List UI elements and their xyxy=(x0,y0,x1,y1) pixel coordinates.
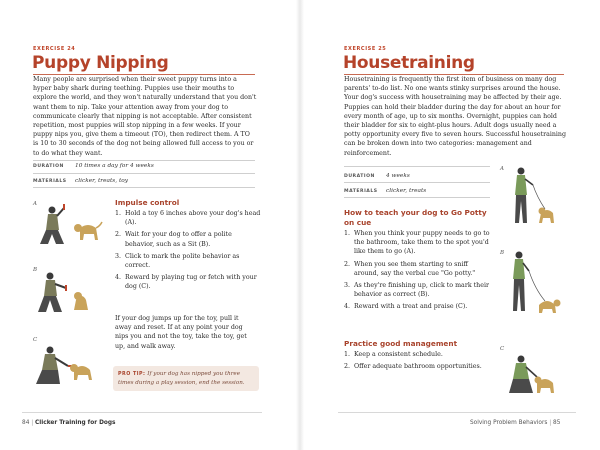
materials-label: MATERIALS xyxy=(33,179,67,184)
step-number: 1. xyxy=(344,351,351,358)
exercise-label: EXERCISE 24 xyxy=(33,46,76,52)
meta-rule xyxy=(33,160,255,161)
step-number: 1. xyxy=(115,210,122,217)
intro-paragraph: Many people are surprised when their sweet puppy turns into a hyper baby shark during teething. Puppies use their mouths to explore the world, and they won't naturally understand that you don't want them to nip. Take your attention away from your dog to communicate clearly that nipping is not acceptable. After consistent repetition, most puppies will stop nipping in a few weeks. If your puppy nips you, give them a timeout (TO), then redirect them. A TO is 10 to 30 seconds of the dog not being allowed full access to you or to do what they want. xyxy=(33,76,257,157)
list-item xyxy=(344,281,494,299)
step-text: When you think your puppy needs to go to the bathroom, take them to the spot you'd like them to go (A). xyxy=(354,230,490,256)
step-text: Offer adequate bathroom opportunities. xyxy=(354,363,482,371)
meta-rule xyxy=(33,173,255,174)
meta-rule xyxy=(344,182,490,183)
step-text: Reward by playing tug or fetch with your dog (C). xyxy=(125,274,257,291)
impulse-steps-list xyxy=(115,209,263,295)
footer-rule xyxy=(22,412,262,413)
step-text: Hold a toy 6 inches above your dog's head (A). xyxy=(125,210,261,227)
trainer-dog-illustration-b xyxy=(505,249,565,321)
right-footer: Solving Problem Behaviors | 85 xyxy=(470,420,561,426)
list-item xyxy=(115,230,263,248)
duration-value: 4 weeks xyxy=(386,173,410,179)
page-number: 85 xyxy=(553,420,561,426)
trainer-dog-illustration-c xyxy=(30,336,106,390)
list-item xyxy=(344,362,494,371)
step-number: 3. xyxy=(344,282,351,290)
step-number: 4. xyxy=(344,303,351,311)
management-list xyxy=(344,350,494,374)
figure-letter-a: A xyxy=(500,166,504,172)
duration-label: DURATION xyxy=(33,164,64,169)
page-number: 84 xyxy=(22,420,30,426)
step-text: When you see them starting to sniff around, say the verbal cue "Go potty." xyxy=(354,260,476,277)
step-text: As they're finishing up, click to mark their behavior as correct (B). xyxy=(354,282,489,299)
duration-label: DURATION xyxy=(344,174,375,179)
trainer-dog-illustration-b xyxy=(30,266,106,320)
go-potty-steps-list xyxy=(344,229,494,315)
materials-value: clicker, treats, toy xyxy=(75,178,129,184)
impulse-control-heading: Impulse control xyxy=(115,198,180,207)
pro-tip-box xyxy=(113,366,259,391)
step-text: Keep a consistent schedule. xyxy=(354,351,443,358)
meta-rule xyxy=(344,197,490,198)
figure-letter-b: B xyxy=(33,267,38,273)
management-heading: Practice good management xyxy=(344,339,458,348)
trainer-dog-illustration-a xyxy=(505,165,565,233)
footer-rule xyxy=(338,412,576,413)
step-text: Wait for your dog to offer a polite behavior, such as a Sit (B). xyxy=(125,231,232,248)
step-number: 2. xyxy=(344,363,351,371)
list-item xyxy=(344,260,494,278)
materials-row xyxy=(344,187,426,196)
pro-tip-label: PRO TIP: xyxy=(118,372,146,377)
step-text: Click to mark the polite behavior as correct. xyxy=(125,252,240,270)
list-item xyxy=(115,252,263,270)
list-item xyxy=(115,273,263,291)
list-item xyxy=(344,302,494,311)
closing-paragraph: If your dog jumps up for the toy, pull it away and reset. If at any point your dog nips you and not the toy, take the toy, get up, and walk away. xyxy=(115,315,247,350)
meta-rule xyxy=(344,166,490,167)
figure-letter-c: C xyxy=(33,337,38,343)
duration-value: 10 times a day for 4 weeks xyxy=(75,163,154,169)
materials-label: MATERIALS xyxy=(344,189,378,194)
section-title: Solving Problem Behaviors xyxy=(470,420,548,426)
step-number: 4. xyxy=(115,274,122,282)
trainer-dog-illustration-a xyxy=(30,200,106,254)
duration-row xyxy=(33,162,154,171)
list-item xyxy=(115,209,263,227)
pro-tip-text: If your dog has nipped you three times during a play session, end the session. xyxy=(118,371,245,387)
book-title: Clicker Training for Dogs xyxy=(35,420,116,426)
figure-letter-c: C xyxy=(500,346,505,352)
materials-value: clicker, treats xyxy=(386,188,427,194)
step-text: Reward with a treat and praise (C). xyxy=(354,303,468,311)
materials-row xyxy=(33,177,128,186)
list-item xyxy=(344,350,494,359)
duration-row xyxy=(344,172,410,181)
exercise-label: EXERCISE 25 xyxy=(344,46,387,52)
go-potty-heading: How to teach your dog to Go Potty on cue xyxy=(344,208,487,227)
step-number: 2. xyxy=(115,231,122,239)
right-page xyxy=(300,0,600,450)
step-number: 2. xyxy=(344,260,351,268)
exercise-title: Puppy Nipping xyxy=(32,53,169,73)
trainer-dog-illustration-c xyxy=(505,345,565,401)
intro-paragraph: Housetraining is frequently the first item of business on many dog parents' to-do list. No one wants stinky surprises around the house. Your dog's success with housetraining may be affected by their age. Puppies can hold their bladder during the day for about an hour for every month of age, up to six months. Overnight, puppies can hold their bladder for six to eight-plus hours. Adult dogs usually need a potty opportunity every five to seven hours. Successful housetraining can be broken down into two categories: management and reinforcement. xyxy=(344,76,567,157)
meta-rule xyxy=(33,187,255,188)
figure-letter-b: B xyxy=(500,250,505,256)
list-item xyxy=(344,229,494,257)
figure-letter-a: A xyxy=(33,201,37,207)
left-footer: 84 | Clicker Training for Dogs xyxy=(22,420,116,426)
step-number: 1. xyxy=(344,230,351,237)
step-number: 3. xyxy=(115,252,122,260)
exercise-title: Housetraining xyxy=(343,53,475,73)
